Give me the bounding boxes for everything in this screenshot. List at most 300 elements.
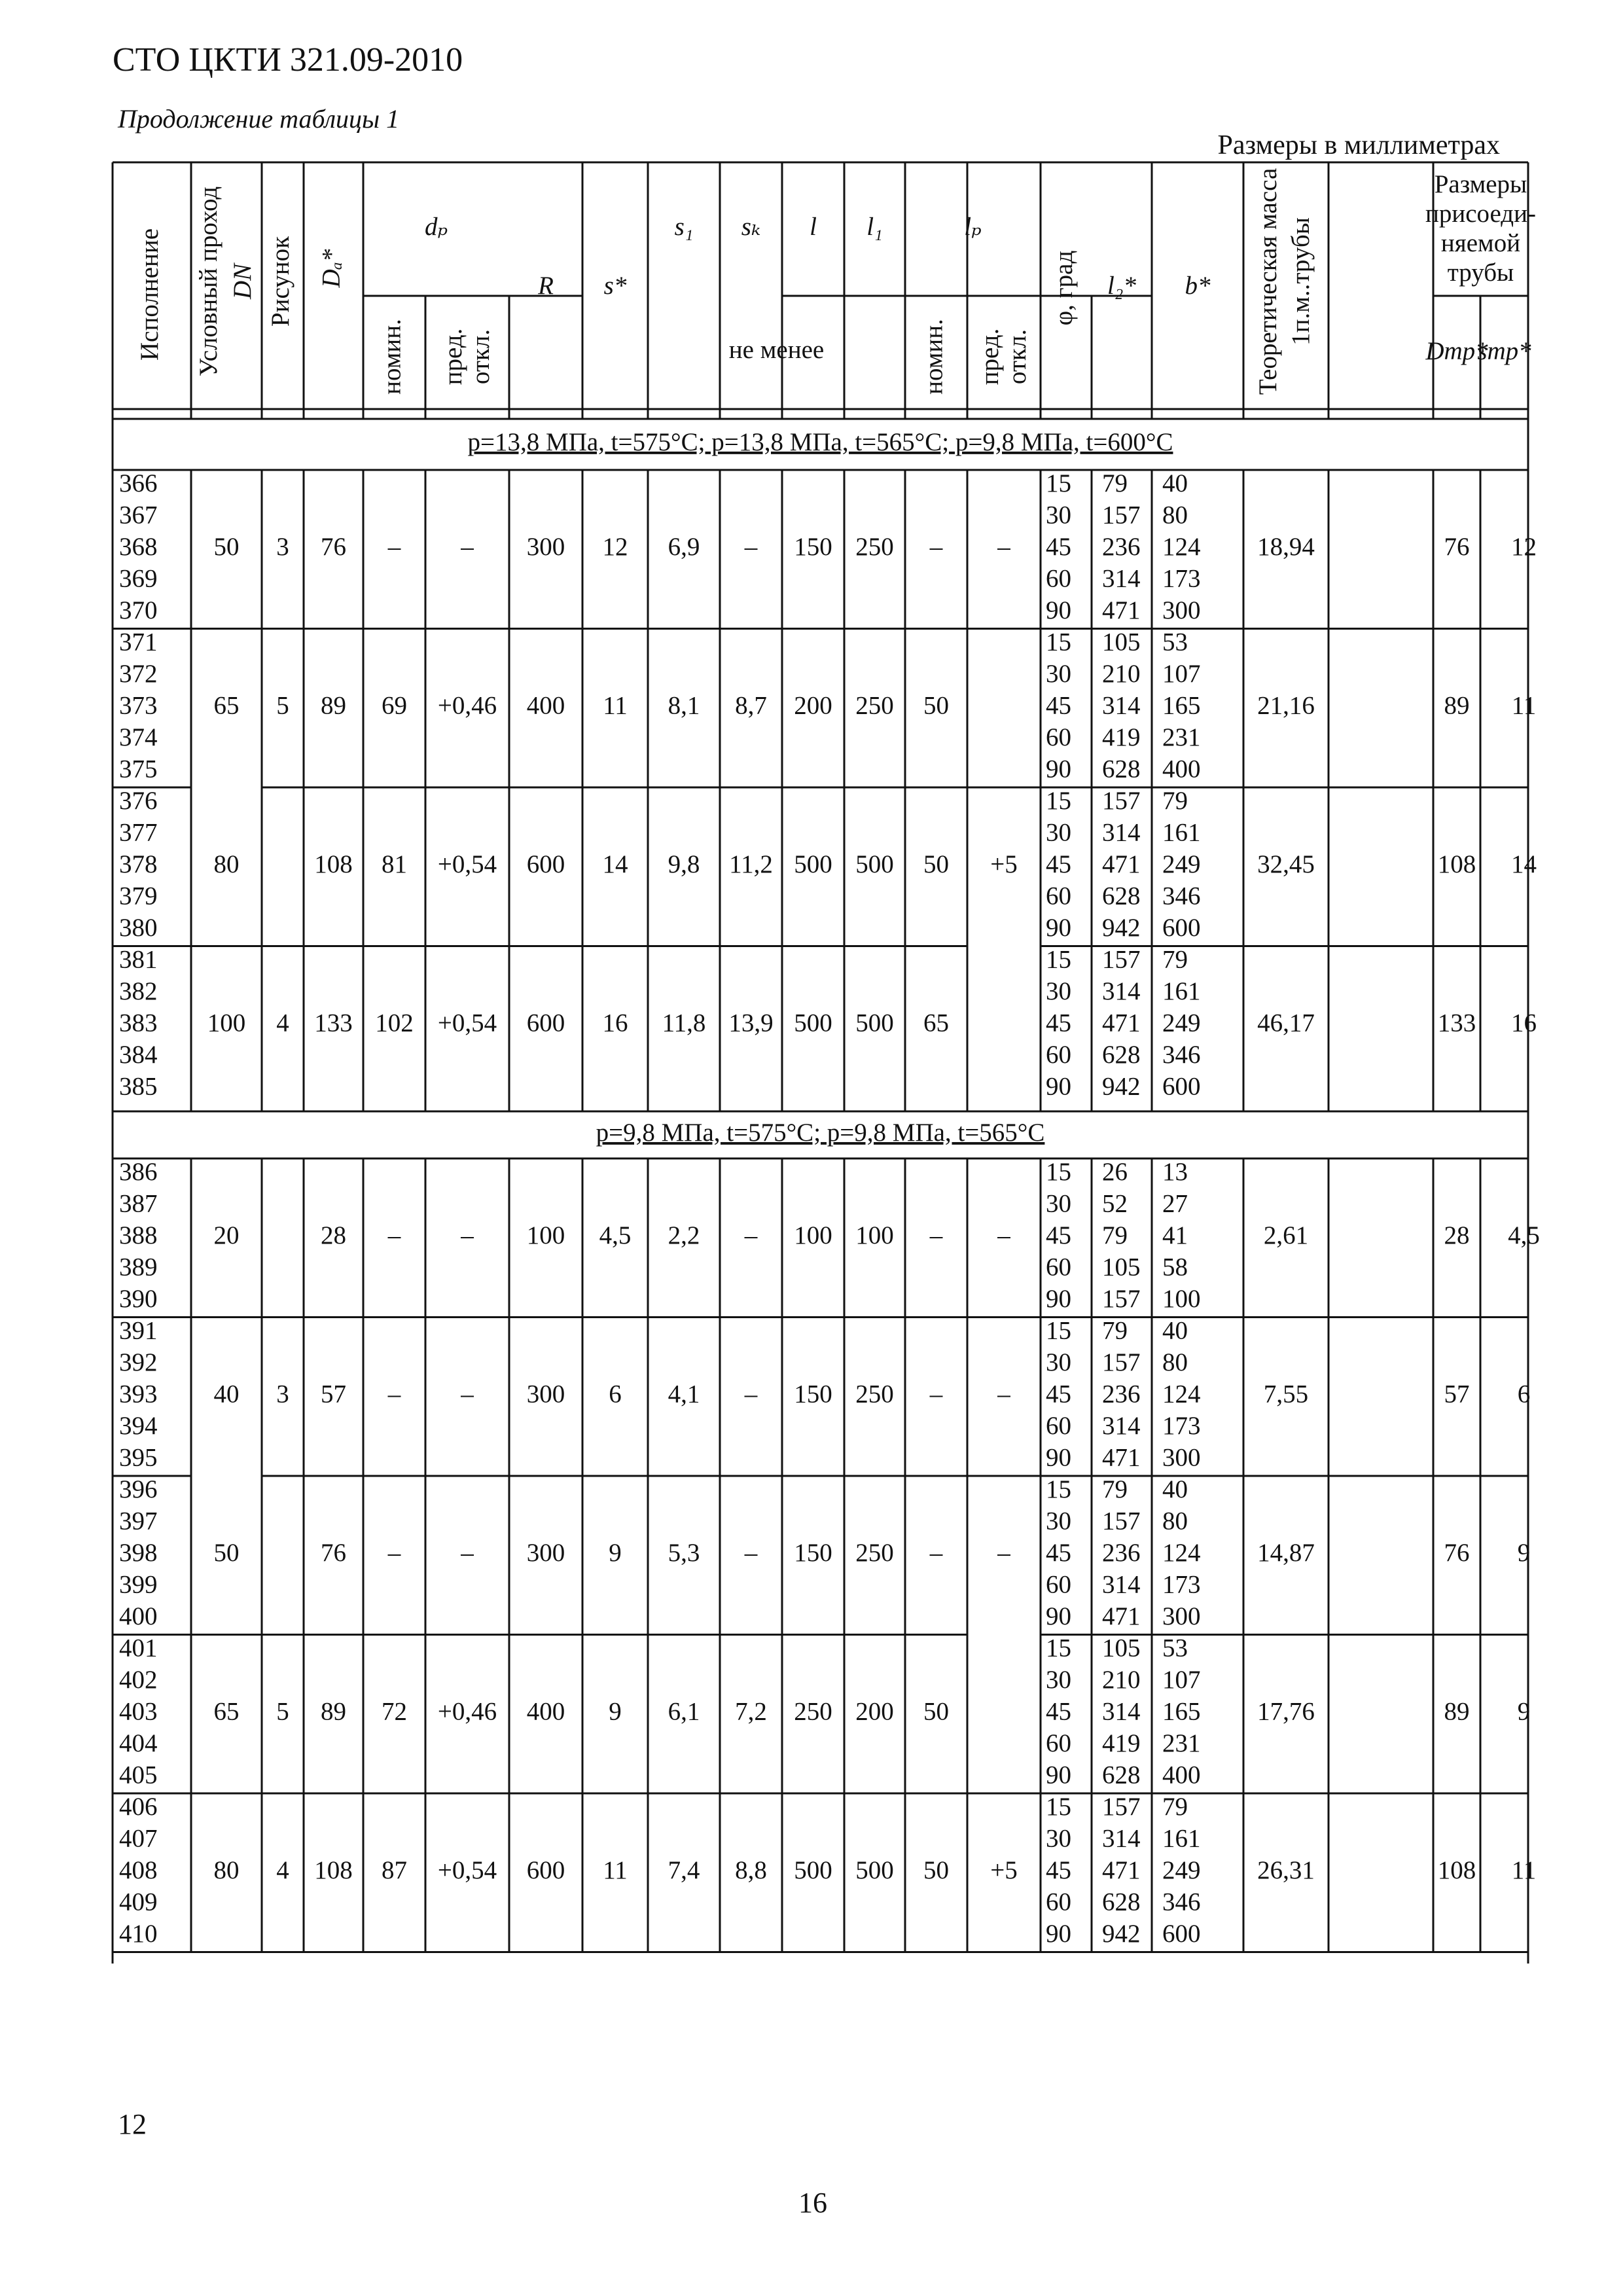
cell-dp-tol: –	[461, 1539, 474, 1568]
cell-l2: 628	[1102, 1041, 1141, 1069]
cell-s: 9	[609, 1539, 622, 1568]
cell-b: 165	[1162, 1697, 1201, 1726]
cell-b: 53	[1162, 1634, 1188, 1662]
cell-str: 4,5	[1508, 1221, 1540, 1250]
cell-figure: 4	[276, 1856, 289, 1885]
row-variant-id: 378	[119, 850, 158, 879]
cell-phi: 60	[1046, 1570, 1071, 1599]
cell-l2: 471	[1102, 1009, 1141, 1037]
units-note: Размеры в миллиметрах	[1217, 130, 1500, 160]
cell-b: 27	[1162, 1189, 1188, 1218]
cell-s1: 9,8	[668, 850, 700, 879]
cell-dtr: 89	[1444, 1697, 1470, 1726]
row-variant-id: 404	[119, 1729, 158, 1758]
cell-phi: 90	[1046, 1602, 1071, 1631]
cell-b: 107	[1162, 1666, 1201, 1695]
cell-l2: 314	[1102, 1824, 1141, 1853]
cell-dtr: 28	[1444, 1221, 1470, 1250]
cell-phi: 15	[1046, 1793, 1071, 1821]
row-variant-id: 394	[119, 1412, 158, 1441]
cell-phi: 15	[1046, 1158, 1071, 1187]
cell-dp-tol: –	[461, 533, 474, 562]
row-variant-id: 409	[119, 1888, 158, 1916]
row-variant-id: 371	[119, 628, 158, 656]
cell-mass: 46,17	[1257, 1009, 1315, 1037]
cell-figure: 4	[276, 1009, 289, 1037]
cell-phi: 60	[1046, 1412, 1071, 1441]
cell-b: 161	[1162, 1824, 1201, 1853]
cell-lp-nom: 65	[923, 1009, 949, 1037]
col-s1: s₁	[674, 212, 694, 241]
cell-b: 173	[1162, 1570, 1201, 1599]
col-pipe1: Размеры	[1434, 170, 1527, 198]
cell-dp-tol: –	[461, 1380, 474, 1408]
row-variant-id: 367	[119, 501, 158, 529]
cell-da: 89	[321, 691, 346, 720]
cell-dtr: 108	[1437, 1856, 1476, 1885]
cell-dp-nom: –	[387, 1380, 401, 1408]
cell-s: 9	[609, 1697, 622, 1726]
cell-b: 40	[1162, 1475, 1188, 1504]
col-variant: Исполнение	[135, 228, 164, 361]
cell-b: 80	[1162, 501, 1188, 529]
col-da: Dₐ*	[317, 249, 346, 288]
cell-l: 250	[794, 1697, 832, 1726]
cell-b: 173	[1162, 1412, 1201, 1441]
cell-dn: 50	[213, 1539, 240, 1568]
cell-sk: –	[744, 533, 758, 562]
row-variant-id: 375	[119, 755, 158, 783]
cell-l2: 628	[1102, 882, 1141, 910]
cell-r: 600	[526, 1009, 565, 1037]
row-variant-id: 408	[119, 1856, 158, 1885]
row-variant-id: 381	[119, 945, 158, 974]
cell-lp-nom: –	[929, 1380, 943, 1408]
cell-l2: 314	[1102, 1570, 1141, 1599]
cell-b: 346	[1162, 882, 1201, 910]
col-mass2: 1п.м..трубы	[1286, 217, 1315, 346]
cell-phi: 90	[1046, 755, 1071, 783]
col-l2: l₂*	[1107, 271, 1136, 300]
cell-dn: 65	[213, 1697, 240, 1726]
table-continuation-caption: Продолжение таблицы 1	[118, 104, 400, 134]
cell-phi: 45	[1046, 850, 1071, 879]
cell-l: 500	[794, 1856, 832, 1885]
cell-phi: 45	[1046, 1697, 1071, 1726]
cell-figure: 5	[276, 1697, 289, 1726]
col-dp-tol2: откл.	[466, 329, 495, 385]
cell-l2: 210	[1102, 660, 1141, 689]
cell-b: 124	[1162, 1380, 1201, 1408]
cell-mass: 18,94	[1257, 533, 1315, 562]
cell-l2: 236	[1102, 1539, 1141, 1568]
cell-b: 124	[1162, 1539, 1201, 1568]
cell-r: 600	[526, 1856, 565, 1885]
col-s: s*	[603, 271, 627, 300]
cell-l1: 500	[855, 850, 894, 879]
row-variant-id: 374	[119, 723, 158, 752]
cell-dn: 100	[207, 1009, 246, 1037]
cell-l2: 314	[1102, 1412, 1141, 1441]
row-variant-id: 389	[119, 1253, 158, 1282]
cell-l2: 157	[1102, 1348, 1141, 1377]
cell-b: 400	[1162, 755, 1201, 783]
cell-l2: 314	[1102, 564, 1141, 593]
cell-s1: 5,3	[668, 1539, 700, 1568]
row-variant-id: 366	[119, 469, 158, 498]
cell-l: 150	[794, 1539, 832, 1568]
cell-l2: 942	[1102, 914, 1141, 942]
page-number-center: 16	[798, 2187, 827, 2219]
cell-phi: 90	[1046, 1920, 1071, 1948]
cell-dp-tol: +0,54	[437, 1856, 497, 1885]
row-variant-id: 370	[119, 596, 158, 625]
cell-l2: 419	[1102, 723, 1141, 752]
cell-l1: 250	[855, 1539, 894, 1568]
row-variant-id: 376	[119, 787, 158, 816]
cell-lp-tol: –	[997, 1221, 1010, 1250]
cell-sk: 8,7	[735, 691, 767, 720]
row-variant-id: 390	[119, 1285, 158, 1314]
row-variant-id: 383	[119, 1009, 158, 1037]
cell-str: 9	[1517, 1539, 1531, 1568]
cell-phi: 45	[1046, 1380, 1071, 1408]
cell-lp-tol: –	[997, 1380, 1010, 1408]
cell-l2: 471	[1102, 1443, 1141, 1472]
cell-phi: 60	[1046, 1729, 1071, 1758]
cell-phi: 30	[1046, 1507, 1071, 1535]
cell-b: 40	[1162, 469, 1188, 498]
cell-dn: 20	[213, 1221, 240, 1250]
cell-da: 133	[314, 1009, 353, 1037]
col-figure: Рисунок	[266, 236, 294, 327]
cell-b: 173	[1162, 564, 1201, 593]
row-variant-id: 369	[119, 564, 158, 593]
document-code: СТО ЦКТИ 321.09-2010	[113, 41, 463, 79]
cell-l2: 105	[1102, 1253, 1141, 1282]
cell-l1: 250	[855, 691, 894, 720]
cell-r: 600	[526, 850, 565, 879]
row-variant-id: 406	[119, 1793, 158, 1821]
cell-mass: 17,76	[1257, 1697, 1315, 1726]
cell-str: 11	[1511, 691, 1537, 720]
col-mass: Теоретическая масса	[1253, 168, 1282, 395]
cell-dtr: 57	[1444, 1380, 1470, 1408]
cell-lp-nom: –	[929, 1221, 943, 1250]
col-lp: lₚ	[964, 212, 982, 241]
cell-phi: 30	[1046, 1189, 1071, 1218]
cell-l2: 942	[1102, 1920, 1141, 1948]
col-l1: l₁	[866, 212, 883, 241]
cell-r: 300	[526, 533, 565, 562]
cell-phi: 90	[1046, 914, 1071, 942]
cell-b: 79	[1162, 1793, 1188, 1821]
col-dp: dₚ	[424, 212, 448, 241]
cell-phi: 15	[1046, 1475, 1071, 1504]
cell-b: 79	[1162, 787, 1188, 816]
cell-dp-nom: 87	[382, 1856, 407, 1885]
col-b: b*	[1185, 271, 1211, 300]
cell-lp-nom: –	[929, 533, 943, 562]
cell-l2: 52	[1102, 1189, 1128, 1218]
cell-l2: 79	[1102, 1475, 1128, 1504]
cell-s: 11	[603, 1856, 628, 1885]
cell-phi: 60	[1046, 882, 1071, 910]
col-phi: φ, град	[1049, 250, 1078, 326]
cell-phi: 30	[1046, 1824, 1071, 1853]
cell-l2: 314	[1102, 818, 1141, 847]
cell-l2: 79	[1102, 1221, 1128, 1250]
cell-l: 100	[794, 1221, 832, 1250]
cell-r: 100	[526, 1221, 565, 1250]
cell-l2: 157	[1102, 1285, 1141, 1314]
col-dn-symbol: DN	[228, 263, 257, 300]
cell-b: 107	[1162, 660, 1201, 689]
row-variant-id: 380	[119, 914, 158, 942]
cell-s1: 11,8	[662, 1009, 706, 1037]
cell-phi: 60	[1046, 1041, 1071, 1069]
cell-l2: 236	[1102, 1380, 1141, 1408]
cell-phi: 45	[1046, 1009, 1071, 1037]
row-variant-id: 410	[119, 1920, 158, 1948]
cell-l2: 471	[1102, 850, 1141, 879]
cell-lp-nom: 50	[923, 850, 949, 879]
cell-l2: 471	[1102, 1856, 1141, 1885]
cell-s1: 4,1	[668, 1380, 700, 1408]
cell-l2: 157	[1102, 945, 1141, 974]
cell-l: 150	[794, 1380, 832, 1408]
row-variant-id: 372	[119, 660, 158, 689]
col-pipe2: присоеди-	[1425, 199, 1537, 228]
row-variant-id: 391	[119, 1316, 158, 1345]
cell-l2: 79	[1102, 1316, 1128, 1345]
cell-b: 346	[1162, 1041, 1201, 1069]
cell-dn: 80	[213, 850, 240, 879]
cell-phi: 15	[1046, 1634, 1071, 1662]
cell-l2: 471	[1102, 596, 1141, 625]
cell-phi: 15	[1046, 787, 1071, 816]
cell-s: 6	[609, 1380, 622, 1408]
cell-l2: 314	[1102, 977, 1141, 1006]
col-sk: sₖ	[741, 212, 761, 241]
cell-s: 14	[602, 850, 628, 879]
cell-dn: 80	[213, 1856, 240, 1885]
cell-s: 4,5	[599, 1221, 632, 1250]
cell-dp-nom: –	[387, 533, 401, 562]
cell-l2: 157	[1102, 1793, 1141, 1821]
cell-l1: 500	[855, 1856, 894, 1885]
cell-phi: 90	[1046, 596, 1071, 625]
cell-phi: 15	[1046, 469, 1071, 498]
cell-mass: 14,87	[1257, 1539, 1315, 1568]
col-dp-nom: номин.	[378, 319, 406, 395]
cell-dtr: 89	[1444, 691, 1470, 720]
cell-s1: 6,1	[668, 1697, 700, 1726]
cell-b: 300	[1162, 1443, 1201, 1472]
cell-l2: 314	[1102, 1697, 1141, 1726]
cell-b: 165	[1162, 691, 1201, 720]
cell-lp-tol: +5	[990, 1856, 1018, 1885]
cell-l2: 628	[1102, 1761, 1141, 1789]
cell-str: 6	[1517, 1380, 1531, 1408]
cell-b: 346	[1162, 1888, 1201, 1916]
cell-da: 108	[314, 1856, 353, 1885]
row-variant-id: 407	[119, 1824, 158, 1853]
cell-b: 600	[1162, 914, 1201, 942]
cell-r: 400	[526, 691, 565, 720]
cell-phi: 90	[1046, 1443, 1071, 1472]
cell-lp-tol: –	[997, 533, 1010, 562]
cell-da: 108	[314, 850, 353, 879]
row-variant-id: 373	[119, 691, 158, 720]
cell-r: 300	[526, 1380, 565, 1408]
cell-phi: 30	[1046, 1348, 1071, 1377]
cell-dtr: 133	[1437, 1009, 1476, 1037]
cell-dn: 50	[213, 533, 240, 562]
col-l: l	[810, 212, 817, 241]
row-variant-id: 401	[119, 1634, 158, 1662]
cell-b: 249	[1162, 1856, 1201, 1885]
col-pipe4: трубы	[1447, 258, 1514, 287]
cell-dp-nom: 81	[382, 850, 407, 879]
cell-b: 300	[1162, 596, 1201, 625]
cell-mass: 7,55	[1263, 1380, 1309, 1408]
cell-dp-nom: 72	[382, 1697, 407, 1726]
cell-phi: 90	[1046, 1285, 1071, 1314]
cell-str: 11	[1511, 1856, 1537, 1885]
cell-dp-nom: 102	[375, 1009, 414, 1037]
cell-sk: –	[744, 1380, 758, 1408]
cell-s1: 2,2	[668, 1221, 700, 1250]
cell-phi: 45	[1046, 1539, 1071, 1568]
cell-phi: 15	[1046, 628, 1071, 656]
cell-phi: 60	[1046, 1253, 1071, 1282]
cell-l2: 157	[1102, 501, 1141, 529]
row-variant-id: 400	[119, 1602, 158, 1631]
cell-l1: 250	[855, 1380, 894, 1408]
row-variant-id: 388	[119, 1221, 158, 1250]
cell-l2: 236	[1102, 533, 1141, 562]
cell-sk: 7,2	[735, 1697, 767, 1726]
row-variant-id: 395	[119, 1443, 158, 1472]
cell-dn: 65	[213, 691, 240, 720]
row-variant-id: 396	[119, 1475, 158, 1504]
cell-l2: 105	[1102, 628, 1141, 656]
row-variant-id: 398	[119, 1539, 158, 1568]
cell-figure: 3	[276, 1380, 289, 1408]
row-variant-id: 403	[119, 1697, 158, 1726]
row-variant-id: 379	[119, 882, 158, 910]
col-str: sтр*	[1477, 336, 1531, 365]
cell-lp-nom: 50	[923, 1697, 949, 1726]
cell-dp-nom: –	[387, 1539, 401, 1568]
section-heading-2: p=9,8 МПа, t=575°C; p=9,8 МПа, t=565°C	[596, 1118, 1045, 1147]
row-variant-id: 386	[119, 1158, 158, 1187]
row-variant-id: 387	[119, 1189, 158, 1218]
cell-str: 12	[1511, 533, 1537, 562]
cell-s: 12	[602, 533, 628, 562]
cell-b: 231	[1162, 723, 1201, 752]
cell-l1: 200	[855, 1697, 894, 1726]
cell-b: 231	[1162, 1729, 1201, 1758]
cell-s1: 6,9	[668, 533, 700, 562]
cell-phi: 90	[1046, 1072, 1071, 1101]
cell-l2: 419	[1102, 1729, 1141, 1758]
cell-mass: 32,45	[1257, 850, 1315, 879]
cell-phi: 15	[1046, 945, 1071, 974]
cell-b: 80	[1162, 1348, 1188, 1377]
cell-b: 400	[1162, 1761, 1201, 1789]
cell-s: 11	[603, 691, 628, 720]
cell-phi: 15	[1046, 1316, 1071, 1345]
cell-phi: 30	[1046, 660, 1071, 689]
cell-r: 300	[526, 1539, 565, 1568]
cell-b: 600	[1162, 1072, 1201, 1101]
cell-lp-nom: 50	[923, 691, 949, 720]
col-r: R	[538, 271, 554, 300]
cell-l2: 157	[1102, 787, 1141, 816]
cell-str: 14	[1511, 850, 1537, 879]
cell-figure: 3	[276, 533, 289, 562]
cell-s1: 8,1	[668, 691, 700, 720]
col-lp-tol2: откл.	[1003, 329, 1031, 385]
cell-b: 300	[1162, 1602, 1201, 1631]
cell-b: 249	[1162, 850, 1201, 879]
row-variant-id: 382	[119, 977, 158, 1006]
cell-da: 57	[321, 1380, 346, 1408]
col-lp-nom: номин.	[919, 319, 948, 395]
cell-l: 500	[794, 850, 832, 879]
row-variant-id: 392	[119, 1348, 158, 1377]
cell-sk: 13,9	[728, 1009, 774, 1037]
cell-str: 9	[1517, 1697, 1531, 1726]
row-variant-id: 402	[119, 1666, 158, 1695]
row-variant-id: 377	[119, 818, 158, 847]
section-heading-1: p=13,8 МПа, t=575°C; p=13,8 МПа, t=565°C; p=9,8 МПа, t=600°C	[467, 427, 1173, 456]
cell-l2: 942	[1102, 1072, 1141, 1101]
cell-b: 600	[1162, 1920, 1201, 1948]
cell-b: 249	[1162, 1009, 1201, 1037]
row-variant-id: 393	[119, 1380, 158, 1408]
cell-b: 53	[1162, 628, 1188, 656]
cell-dtr: 76	[1444, 1539, 1470, 1568]
cell-l2: 314	[1102, 691, 1141, 720]
row-variant-id: 368	[119, 533, 158, 562]
cell-dtr: 76	[1444, 533, 1470, 562]
cell-sk: –	[744, 1221, 758, 1250]
cell-phi: 60	[1046, 1888, 1071, 1916]
cell-b: 41	[1162, 1221, 1188, 1250]
cell-s: 16	[602, 1009, 628, 1037]
cell-l2: 26	[1102, 1158, 1128, 1187]
cell-l2: 210	[1102, 1666, 1141, 1695]
cell-l: 200	[794, 691, 832, 720]
cell-l2: 105	[1102, 1634, 1141, 1662]
cell-mass: 21,16	[1257, 691, 1315, 720]
cell-b: 80	[1162, 1507, 1188, 1535]
cell-l1: 250	[855, 533, 894, 562]
cell-lp-nom: 50	[923, 1856, 949, 1885]
cell-b: 13	[1162, 1158, 1188, 1187]
cell-r: 400	[526, 1697, 565, 1726]
col-not-less: не менее	[728, 335, 825, 364]
cell-phi: 45	[1046, 691, 1071, 720]
col-dtr: Dтр*	[1425, 336, 1488, 365]
cell-s1: 7,4	[668, 1856, 700, 1885]
cell-da: 28	[321, 1221, 346, 1250]
cell-phi: 60	[1046, 723, 1071, 752]
cell-phi: 90	[1046, 1761, 1071, 1789]
